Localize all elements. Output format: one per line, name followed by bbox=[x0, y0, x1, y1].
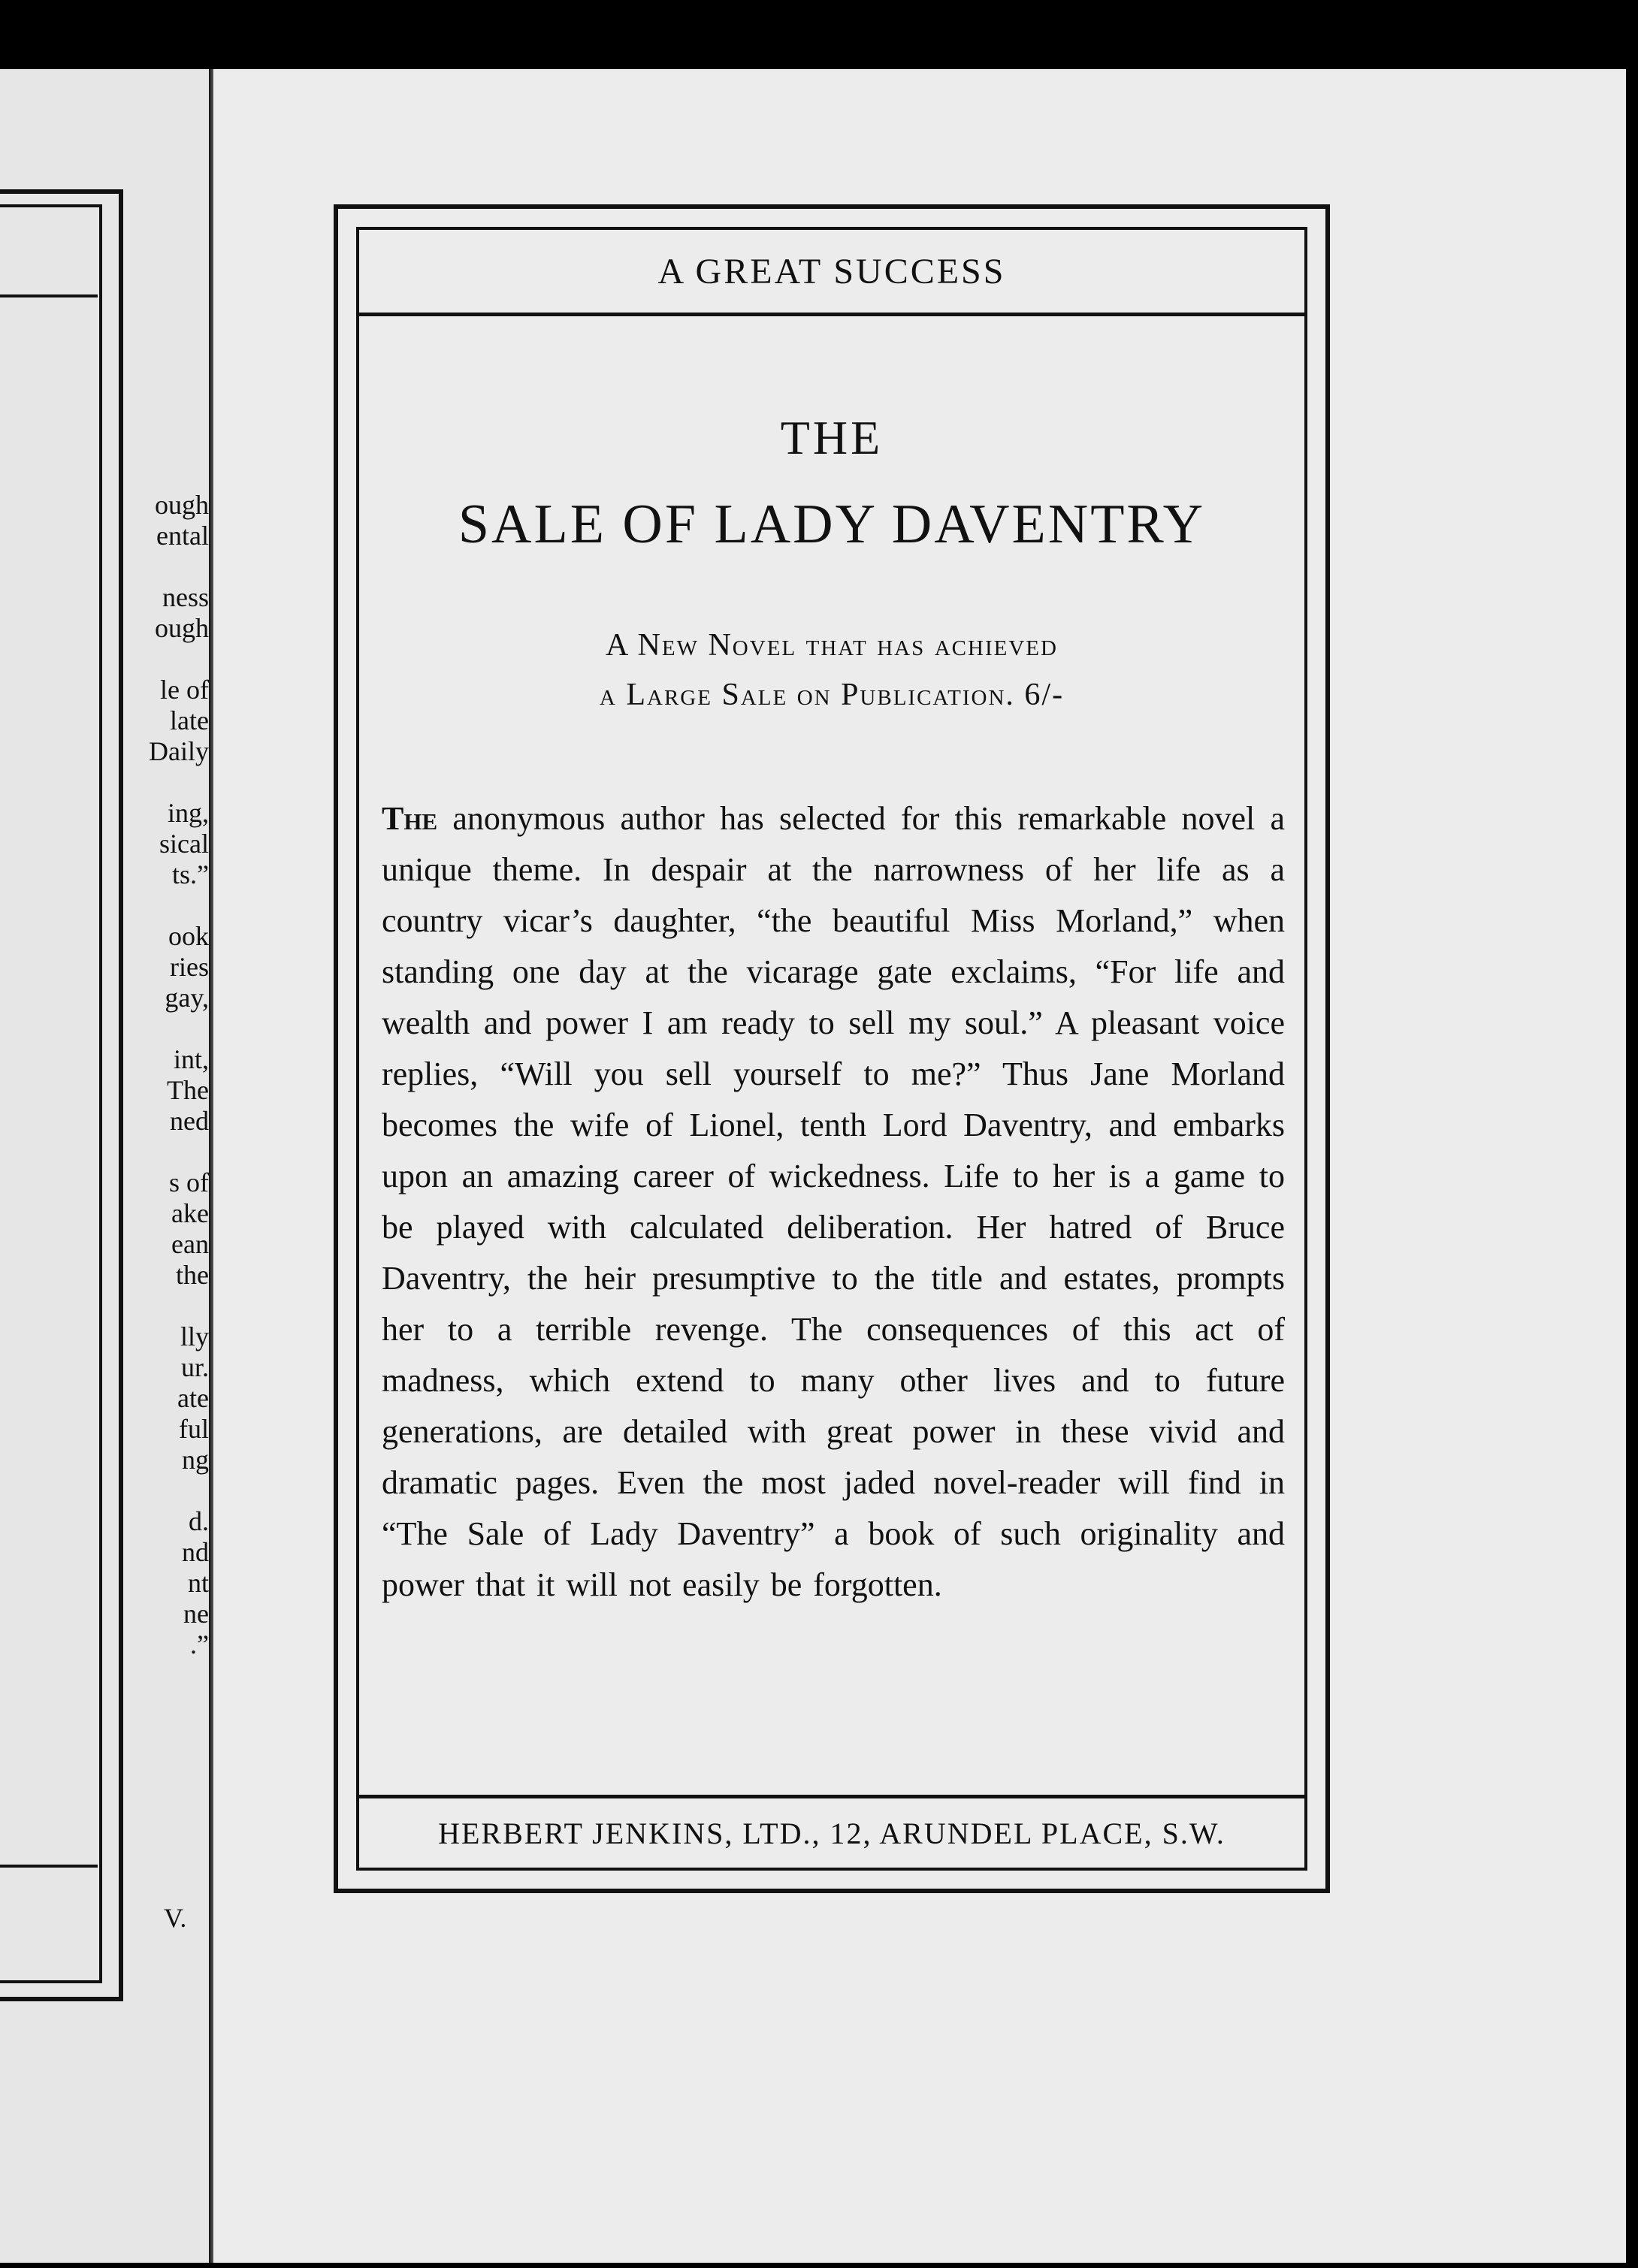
left-fragment-line: Daily bbox=[149, 736, 209, 766]
left-fragment-line: ts.” bbox=[172, 859, 209, 889]
left-fragment-gap bbox=[119, 767, 209, 798]
ad-header-box bbox=[359, 230, 1304, 316]
left-fragment-gap bbox=[119, 551, 209, 582]
ad-footer-box bbox=[359, 1795, 1304, 1868]
left-page-footer-rule bbox=[0, 1865, 98, 1868]
left-fragment-gap bbox=[119, 1475, 209, 1506]
advertisement-page bbox=[213, 69, 1626, 2263]
left-fragment-gap bbox=[119, 1291, 209, 1321]
left-fragment-gap bbox=[119, 644, 209, 675]
left-fragment-line: int, bbox=[173, 1044, 209, 1074]
ad-outer-border bbox=[334, 204, 1330, 1893]
left-fragment-line: nt bbox=[187, 1568, 209, 1598]
left-fragment-line: sical bbox=[159, 829, 209, 859]
left-fragment-line: ries bbox=[170, 952, 209, 982]
left-fragment-line: .” bbox=[190, 1629, 209, 1659]
left-fragment-line: ful bbox=[179, 1414, 209, 1444]
left-fragment-line: d. bbox=[189, 1506, 209, 1536]
left-fragment-line: ough bbox=[155, 613, 209, 643]
left-fragment-line: gay, bbox=[165, 983, 209, 1013]
left-fragment-gap bbox=[119, 890, 209, 921]
left-fragment-line: ean bbox=[171, 1229, 209, 1259]
left-fragment-line: ake bbox=[171, 1198, 209, 1228]
ad-header: A GREAT SUCCESS bbox=[657, 251, 1006, 291]
left-fragment-line: ness bbox=[162, 582, 209, 612]
left-page-footer-fragment: V. bbox=[164, 1903, 187, 1933]
subtitle-line-1: A New Novel that has achieved bbox=[606, 628, 1058, 663]
left-facing-page bbox=[0, 69, 213, 2263]
subtitle-line-2: a Large Sale on Publication. 6/- bbox=[599, 678, 1065, 712]
ad-inner-border bbox=[356, 227, 1307, 1871]
left-page-inner-border bbox=[0, 204, 102, 1983]
left-fragment-gap bbox=[119, 1013, 209, 1044]
book-title-article: THE bbox=[780, 411, 884, 464]
book-description bbox=[382, 793, 1285, 1611]
left-fragment-line: ate bbox=[177, 1383, 209, 1413]
left-page-text-fragments bbox=[119, 490, 209, 1660]
left-fragment-line: lly bbox=[180, 1321, 209, 1351]
book-subtitle bbox=[359, 621, 1304, 720]
publisher-address: HERBERT JENKINS, LTD., 12, ARUNDEL PLACE, S.W. bbox=[438, 1816, 1225, 1850]
left-page-header-rule bbox=[0, 294, 98, 297]
left-fragment-line: ur. bbox=[180, 1352, 209, 1382]
left-fragment-line: ook bbox=[168, 921, 209, 951]
left-fragment-line: ental bbox=[156, 521, 209, 551]
book-title: SALE OF LADY DAVENTRY bbox=[458, 494, 1206, 555]
left-fragment-line: ough bbox=[155, 490, 209, 520]
left-fragment-line: nd bbox=[182, 1537, 209, 1567]
left-fragment-line: ng bbox=[182, 1445, 209, 1475]
left-fragment-line: ne bbox=[183, 1599, 209, 1629]
left-fragment-line: s of bbox=[169, 1167, 209, 1197]
description-lead-word: The bbox=[382, 800, 438, 837]
left-fragment-line: late bbox=[170, 705, 209, 735]
left-fragment-gap bbox=[119, 1137, 209, 1167]
left-fragment-line: The bbox=[167, 1075, 209, 1105]
description-text: anonymous author has selected for this remarkable novel a unique theme. In despair at the narrowness of her life as a country vicar’s daughter, “the beautiful Miss Morland,” when standing one day at the vicarage gate exclaims, “For life and wealth and power I am ready to sell my soul.” A pleasant voice replies, “Will you sell yourself to me?” Thus Jane Morland becomes the wife of Lionel, tenth Lord Daventry, and embarks upon an amazing career of wickedness. Life to her is a game to be played with calculated deliberation. Her hatred of Bruce Daventry, the heir presumptive to the title and estates, prompts her to a terrible revenge. The consequences of this act of madness, which extend to many other lives and to future generations, are detailed with great power in these vivid and dramatic pages. Even the most jaded novel-reader will find in “The Sale of Lady Daventry” a book of such originality and power that it will not easily be forgotten. bbox=[382, 800, 1285, 1603]
left-fragment-line: ing, bbox=[167, 798, 209, 828]
left-fragment-line: ned bbox=[170, 1106, 209, 1136]
left-fragment-line: the bbox=[176, 1260, 209, 1290]
left-fragment-line: le of bbox=[160, 675, 209, 705]
